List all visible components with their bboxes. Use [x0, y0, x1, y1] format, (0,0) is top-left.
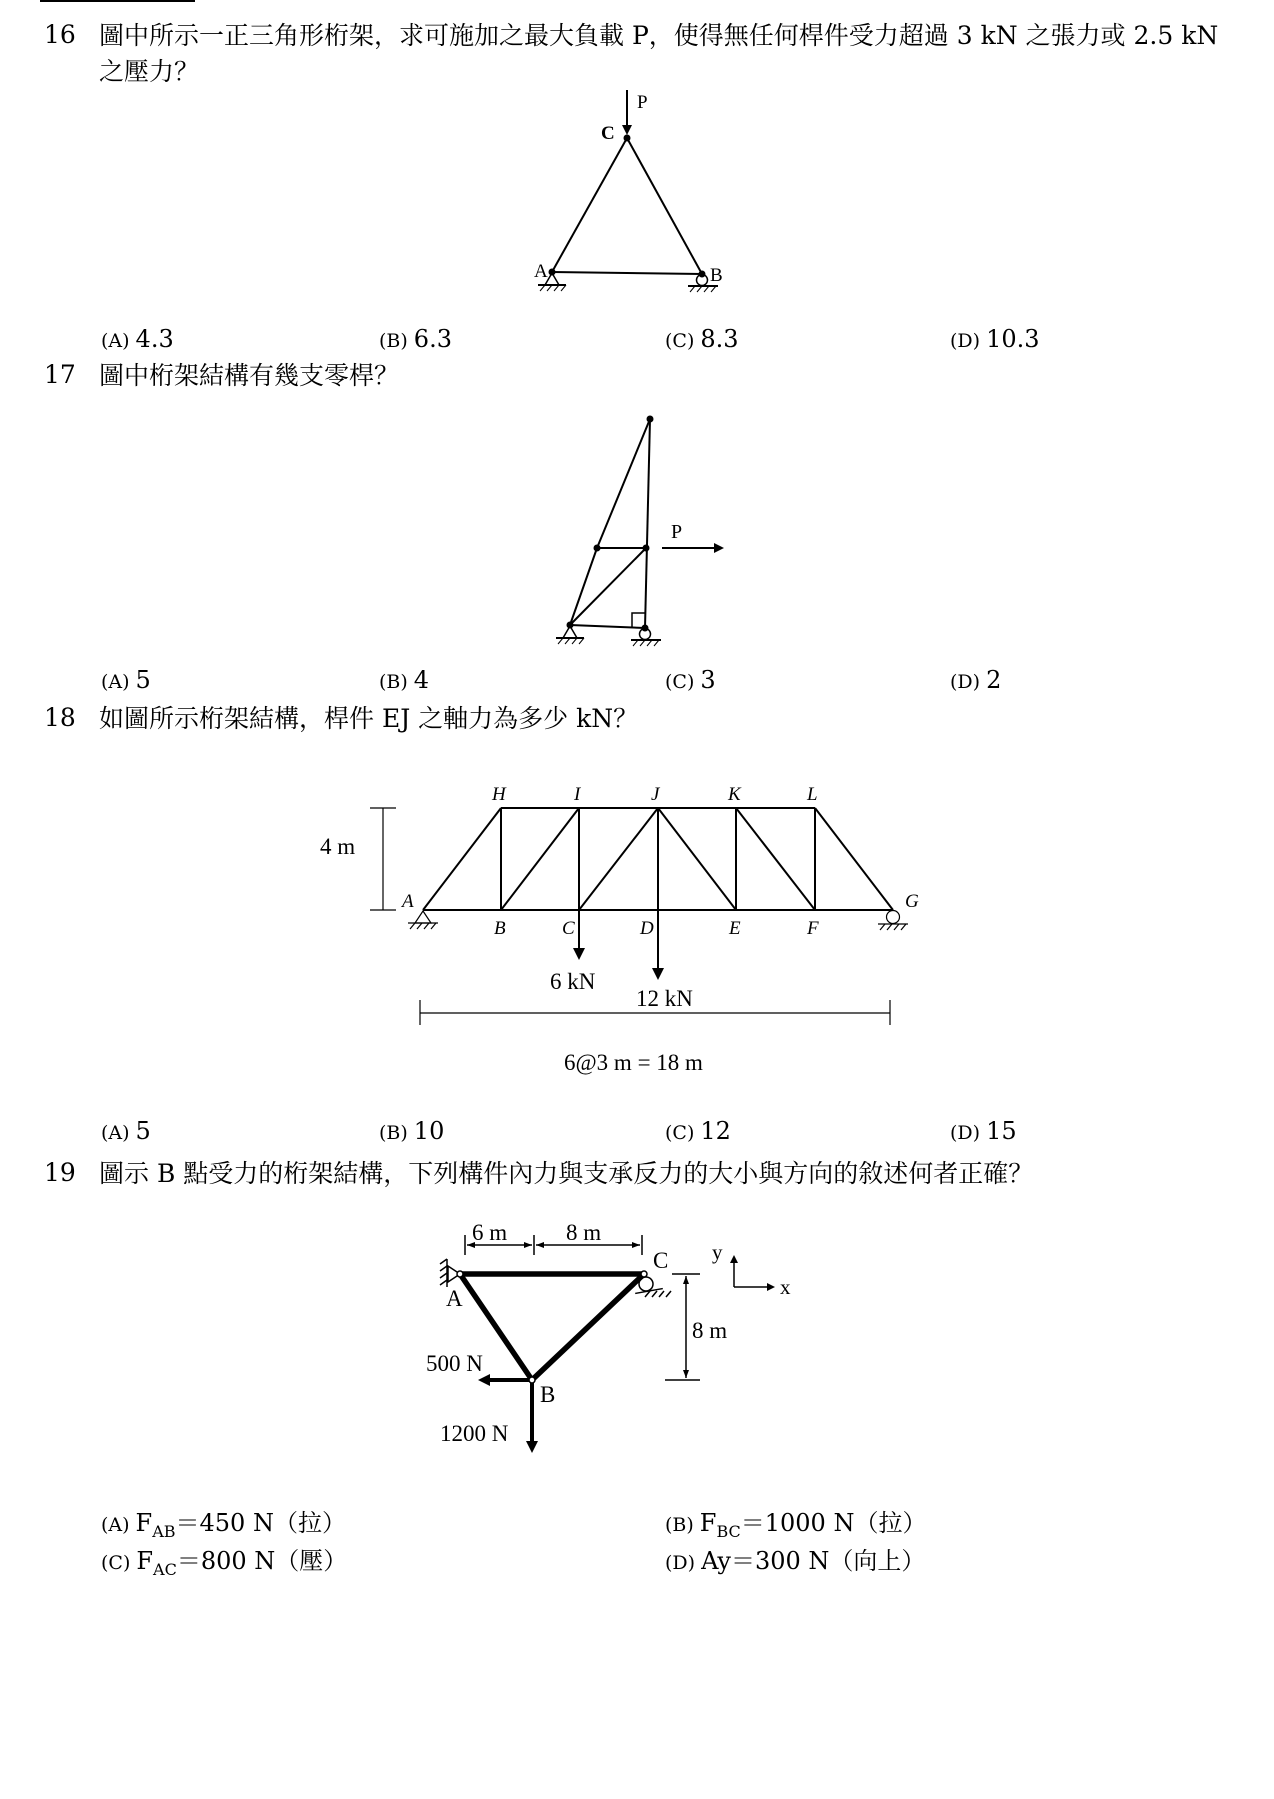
fig18-node-k: K — [728, 784, 741, 805]
fig19-force-500: 500 N — [426, 1351, 483, 1376]
fig18-node-b: B — [494, 918, 506, 939]
question-18-option-d[interactable]: (D) 15 — [950, 1117, 1017, 1145]
fig18-node-i: I — [574, 784, 581, 805]
fig18-node-l: L — [807, 784, 818, 805]
question-16-number: 16 — [44, 20, 76, 49]
question-18-option-c[interactable]: (C) 12 — [665, 1117, 731, 1145]
fig17-load-label: P — [671, 521, 683, 543]
question-19-option-a[interactable]: (A) $F_{AB}=450$ N（拉） — [101, 1509, 346, 1541]
question-19-text: 圖示 B 點受力的桁架結構，下列構件內力與支承反力的大小與方向的敘述何者正確？ — [99, 1159, 1034, 1188]
question-18-text: 如圖所示桁架結構，桿件 EJ 之軸力為多少 kN？ — [99, 704, 639, 733]
question-16-option-b[interactable]: (B) 6.3 — [379, 325, 452, 353]
fig18-node-g: G — [905, 891, 919, 912]
figure-16-triangle-truss — [520, 85, 780, 300]
fig18-load-2: 12 kN — [636, 986, 693, 1011]
question-18-number: 18 — [44, 703, 76, 732]
question-16-option-c[interactable]: (C) 8.3 — [665, 325, 739, 353]
fig18-node-d: D — [640, 918, 654, 939]
question-18-option-a[interactable]: (A) 5 — [101, 1117, 151, 1145]
figure-19-three-member-truss — [420, 1215, 820, 1465]
question-19-option-d[interactable]: (D) Ay＝300 N（向上） — [665, 1547, 926, 1575]
fig18-load-1: 6 kN — [550, 969, 596, 994]
fig18-node-j: J — [651, 784, 660, 805]
fig19-node-b: B — [540, 1382, 556, 1407]
fig19-dim-8m: 8 m — [566, 1220, 602, 1245]
fig18-node-e: E — [729, 918, 741, 939]
fig19-node-c: C — [653, 1248, 669, 1273]
question-18-option-b[interactable]: (B) 10 — [379, 1117, 445, 1145]
figure-17-tall-truss — [540, 405, 740, 655]
fig18-node-f: F — [807, 918, 819, 939]
fig16-load-label: P — [637, 92, 648, 113]
question-19-option-c[interactable]: (C) $F_{AC}=800$ N（壓） — [101, 1547, 348, 1579]
fig19-node-a: A — [446, 1286, 463, 1311]
fig18-span-label: 6@3 m = 18 m — [564, 1050, 703, 1075]
figure-18-pratt-truss — [310, 770, 930, 1100]
fig16-node-a: A — [534, 261, 548, 282]
fig16-node-c: C — [601, 123, 615, 144]
question-16-option-a[interactable]: (A) 4.3 — [101, 325, 174, 353]
question-17-number: 17 — [44, 360, 76, 389]
question-17-option-b[interactable]: (B) 4 — [379, 666, 430, 694]
header-rule — [40, 0, 195, 2]
fig19-axis-x: x — [780, 1275, 791, 1299]
fig19-dim-height: 8 m — [692, 1318, 728, 1343]
fig19-dim-6m: 6 m — [472, 1220, 508, 1245]
question-16-text: 圖中所示一正三角形桁架，求可施加之最大負載 P，使得無任何桿件受力超過 3 kN 之張力或 2.5 kN 之壓力？ — [99, 21, 1219, 86]
question-17-option-c[interactable]: (C) 3 — [665, 666, 716, 694]
question-16-option-d[interactable]: (D) 10.3 — [950, 325, 1040, 353]
fig18-node-a: A — [402, 891, 414, 912]
question-17-text: 圖中桁架結構有幾支零桿？ — [99, 361, 400, 390]
fig16-node-b: B — [710, 265, 723, 286]
fig18-height-label: 4 m — [320, 834, 356, 859]
question-19-option-b[interactable]: (B) $F_{BC}=1000$ N（拉） — [665, 1509, 927, 1541]
question-17-option-a[interactable]: (A) 5 — [101, 666, 151, 694]
question-17-option-d[interactable]: (D) 2 — [950, 666, 1002, 694]
fig18-node-c: C — [562, 918, 575, 939]
fig18-node-h: H — [492, 784, 506, 805]
question-19-number: 19 — [44, 1158, 76, 1187]
fig19-axis-y: y — [712, 1240, 723, 1264]
fig19-force-1200: 1200 N — [440, 1421, 509, 1446]
